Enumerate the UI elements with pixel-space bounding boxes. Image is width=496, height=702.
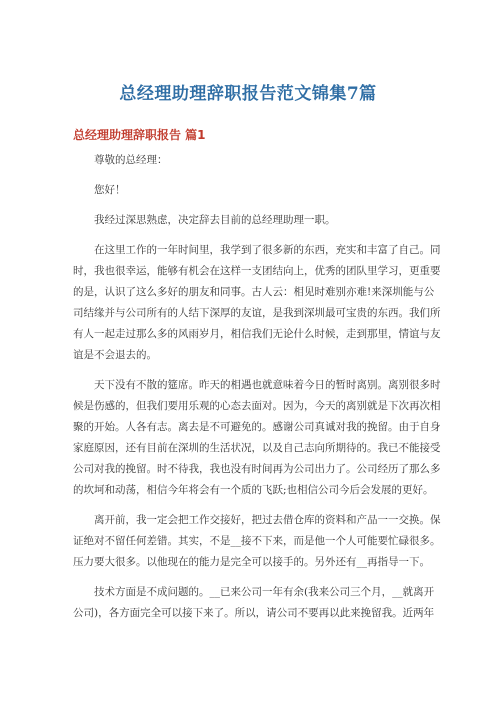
text-line: 谊是不会退去的。 <box>73 349 157 361</box>
text-line: 在这里工作的一年时间里，我学到了很多新的东西，充实和丰富了自己。同 <box>94 244 441 256</box>
text-line: 尊敬的总经理： <box>94 154 168 166</box>
text-line: 聚的开始。人各有志。离去是不可避免的。感谢公司真诚对我的挽留。由于自身 <box>73 421 441 433</box>
text-line: 我经过深思熟虑，决定辞去目前的总经理助理一职。 <box>94 214 336 226</box>
paragraph-decision <box>73 210 426 231</box>
text-line: 司结缘并与公司所有的人结下深厚的友谊，是我到深圳最可宝贵的东西。我们所 <box>73 307 441 319</box>
text-line: 证绝对不留任何差错。其实，不是__接不下来，而是他一个人可能要忙碌很多。 <box>73 535 441 547</box>
text-line: 时，我也很幸运，能够有机会在这样一支团结向上，优秀的团队里学习，更重要 <box>73 265 441 277</box>
text-line: 家庭原因，还有目前在深圳的生活状况，以及自己志向所期待的。我已不能接受 <box>73 442 441 454</box>
text-line: 压力要大很多。以他现在的能力是完全可以接手的。另外还有__再指导一下。 <box>73 556 430 568</box>
document-title: 总经理助理辞职报告范文锦集7篇 <box>119 84 377 104</box>
text-line: 候是伤感的，但我们要用乐观的心态去面对。因为，今天的离别就是下次再次相 <box>73 400 441 412</box>
text-line: 您好！ <box>94 184 126 196</box>
paragraph-farewell <box>73 375 441 501</box>
text-line: 天下没有不散的筵席。昨天的相遇也就意味着今日的暂时离别。离别很多时 <box>94 379 441 391</box>
paragraph-handover <box>73 510 441 573</box>
document-body <box>73 150 441 624</box>
text-line: 的是，认识了这么多好的朋友和同事。古人云：相见时难别亦难!来深圳能与公 <box>73 286 435 298</box>
text-line: 公司)，各方面完全可以接下来了。所以，请公司不要再以此来挽留我。近两年 <box>73 607 435 619</box>
paragraph-technical <box>73 582 435 624</box>
paragraph-gratitude <box>73 240 441 366</box>
paragraph-salutation <box>73 150 426 171</box>
text-line: 的坎坷和动荡，相信今年将会有一个质的飞跃;也相信公司今后会发展的更好。 <box>73 484 434 496</box>
text-line: 公司对我的挽留。时不待我，我也没有时间再为公司出力了。公司经历了那么多 <box>73 463 441 475</box>
text-line: 有人一起走过那么多的风雨岁月，相信我们无论什么时候，走到那里，情谊与友 <box>73 328 441 340</box>
text-line: 技术方面是不成问题的。__已来公司一年有余(我来公司三个月，__就离开 <box>94 586 435 598</box>
paragraph-greeting <box>73 180 426 201</box>
text-line: 离开前，我一定会把工作交接好，把过去借仓库的资料和产品一一交换。保 <box>94 514 441 526</box>
section-heading: 总经理助理辞职报告 篇1 <box>73 128 206 142</box>
